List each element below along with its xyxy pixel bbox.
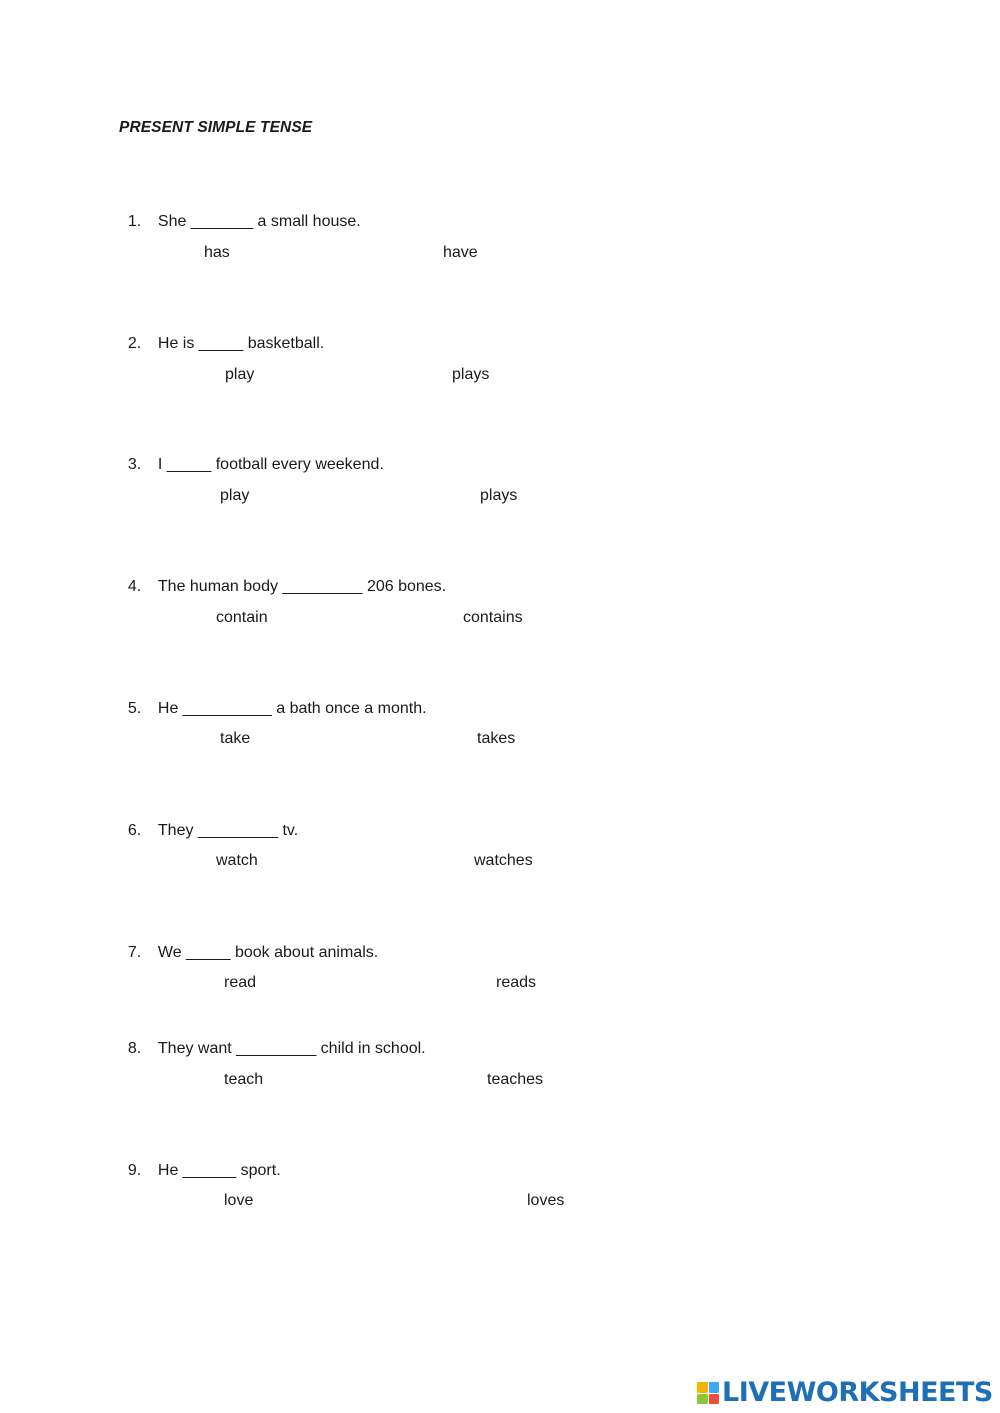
- option-b[interactable]: takes: [477, 730, 516, 747]
- logo-block-icon: [697, 1382, 708, 1393]
- question-sentence: He __________ a bath once a month.: [157, 700, 427, 717]
- question-number: 3.: [127, 456, 142, 473]
- question-sentence: She _______ a small house.: [157, 213, 361, 230]
- option-a[interactable]: take: [220, 730, 251, 747]
- question-number: 2.: [127, 335, 142, 352]
- option-a[interactable]: read: [224, 974, 257, 991]
- option-a[interactable]: love: [224, 1192, 254, 1209]
- question-5: [119, 682, 427, 718]
- option-a[interactable]: contain: [216, 609, 268, 626]
- option-b[interactable]: plays: [480, 487, 518, 504]
- question-sentence: He ______ sport.: [157, 1162, 281, 1179]
- question-sentence: They _________ tv.: [157, 822, 299, 839]
- option-b[interactable]: have: [443, 244, 478, 261]
- option-b[interactable]: teaches: [487, 1071, 544, 1088]
- logo-blocks-icon: [697, 1382, 719, 1404]
- page-title: PRESENT SIMPLE TENSE: [119, 119, 313, 136]
- question-1: [119, 195, 361, 231]
- option-b[interactable]: loves: [527, 1192, 565, 1209]
- question-7: [119, 926, 378, 962]
- option-a[interactable]: watch: [216, 852, 258, 869]
- question-8: [119, 1022, 426, 1058]
- option-b[interactable]: reads: [496, 974, 537, 991]
- option-a[interactable]: play: [225, 366, 255, 383]
- question-sentence: They want _________ child in school.: [157, 1040, 426, 1057]
- option-a[interactable]: has: [204, 244, 230, 261]
- logo-block-icon: [709, 1394, 720, 1405]
- option-b[interactable]: plays: [452, 366, 490, 383]
- question-2: [119, 317, 324, 353]
- question-number: 4.: [127, 578, 142, 595]
- option-a[interactable]: teach: [224, 1071, 264, 1088]
- question-number: 7.: [127, 944, 142, 961]
- question-number: 5.: [127, 700, 142, 717]
- question-9: [119, 1144, 281, 1180]
- question-sentence: I _____ football every weekend.: [157, 456, 384, 473]
- logo-block-icon: [709, 1382, 720, 1393]
- option-a[interactable]: play: [220, 487, 250, 504]
- question-number: 8.: [127, 1040, 142, 1057]
- logo-block-icon: [697, 1394, 708, 1405]
- question-number: 6.: [127, 822, 142, 839]
- option-b[interactable]: watches: [474, 852, 533, 869]
- question-sentence: The human body _________ 206 bones.: [157, 578, 447, 595]
- logo-text: LIVEWORKSHEETS: [722, 1377, 993, 1408]
- question-3: [119, 438, 384, 474]
- question-6: [119, 804, 298, 840]
- liveworksheets-logo: [697, 1378, 993, 1408]
- question-number: 9.: [127, 1162, 142, 1179]
- question-sentence: He is _____ basketball.: [157, 335, 325, 352]
- option-b[interactable]: contains: [463, 609, 523, 626]
- question-sentence: We _____ book about animals.: [157, 944, 379, 961]
- question-number: 1.: [127, 213, 142, 230]
- question-4: [119, 560, 446, 596]
